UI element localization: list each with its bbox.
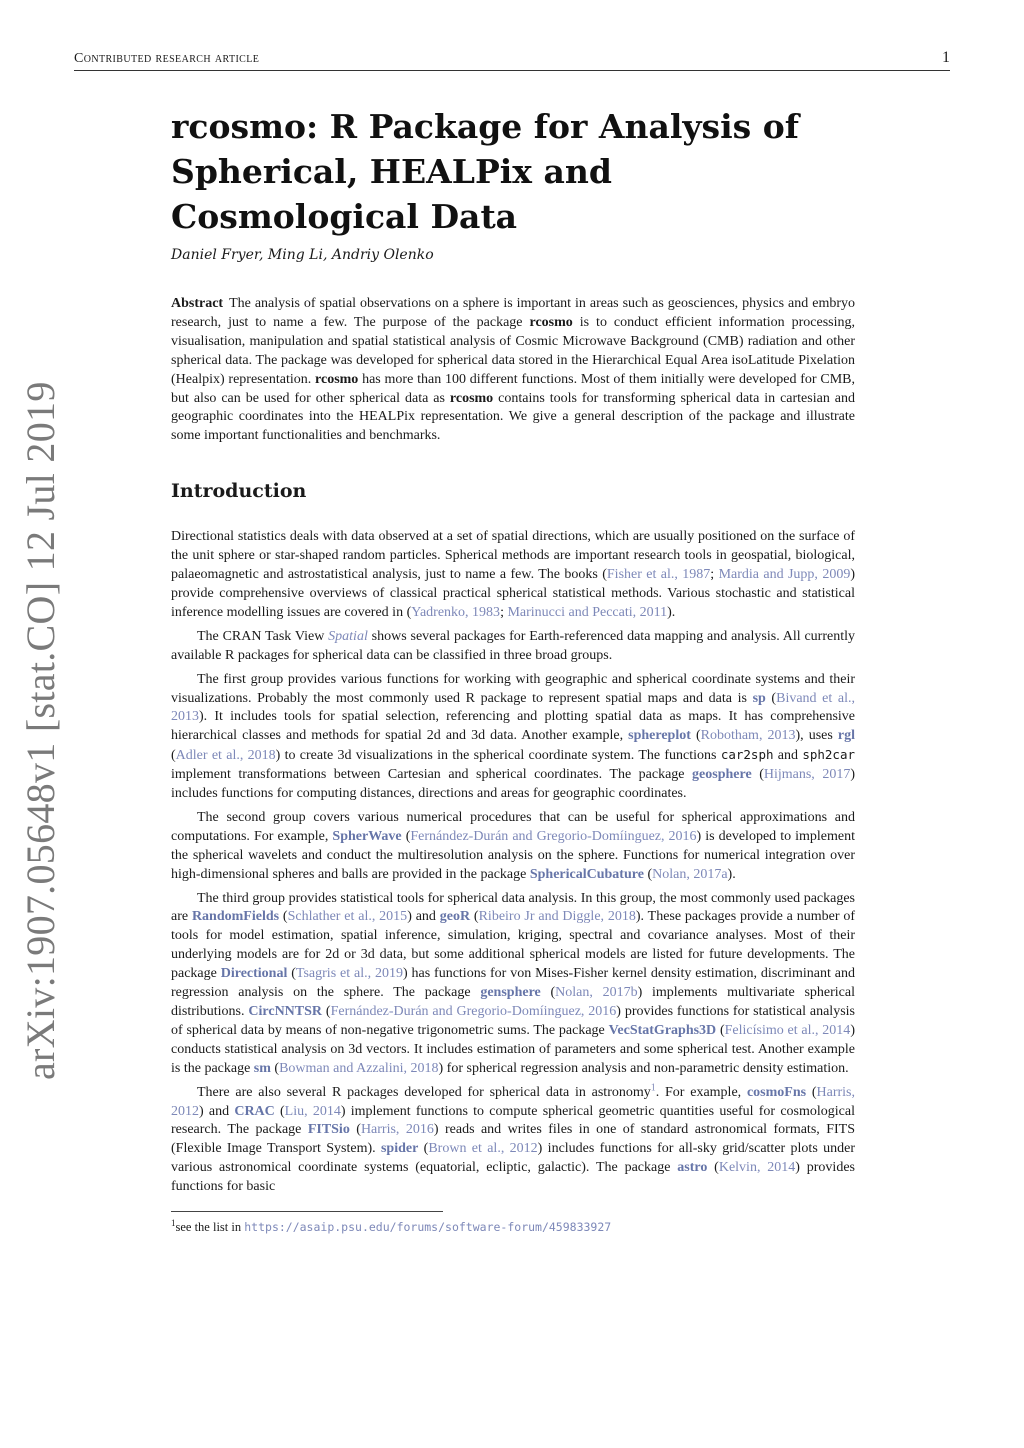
text-run: ) reads and writes files in one of standard astronomical formats, FITS (Flexible Image Transport System). — [171, 1122, 855, 1157]
citation-link[interactable]: Tsagris et al., 2019 — [295, 966, 403, 982]
text-run: ) to create 3d visualizations in the spherical coordinate system. The functions — [275, 748, 721, 764]
package-link[interactable]: gensphere — [480, 985, 541, 1001]
text-run: ( — [751, 767, 764, 783]
citation-link[interactable]: Schlather et al., 2015 — [287, 909, 408, 925]
code-function-name: sph2car — [802, 747, 855, 763]
intro-paragraph-1 — [171, 528, 855, 623]
text-run: ( — [806, 1084, 817, 1100]
text-run: ). It includes tools for spatial selection, referencing and plotting spatial data as maps. It has comprehensive hierarchical classes and methods for spatial 2d and 3d data. Another example, — [171, 709, 855, 744]
citation-link[interactable]: Fisher et al., 1987 — [606, 567, 711, 583]
text-run: ) is developed to implement the spherical wavelets and conduct the multiresolution analysis on the sphere. Functions for numerical integration over high-dimensional spheres and balls are provided in the package — [171, 828, 855, 882]
text-run: ( — [643, 866, 653, 882]
citation-link[interactable]: Nolan, 2017a — [652, 866, 728, 882]
text-run: ( — [716, 1022, 725, 1038]
text-run: The third group provides statistical tools for spherical data analysis. In this group, the most commonly used packages are — [171, 890, 855, 925]
text-run: ( — [322, 1004, 331, 1019]
citation-link[interactable]: Harris, 2016 — [360, 1122, 434, 1138]
text-run: ; — [500, 604, 508, 620]
package-link[interactable]: Directional — [220, 966, 288, 982]
paper-title: rcosmo: R Package for Analysis of Spherical, HEALPix and Cosmological Data — [171, 107, 799, 236]
intro-paragraph-6 — [171, 1081, 855, 1197]
code-function-name: car2sph — [720, 747, 774, 763]
text-run: ( — [540, 985, 556, 1001]
text-run: ( — [707, 1160, 719, 1176]
text-run: The first group provides various functions for working with geographic and spherical coordinate systems and their visualizations. Probably the most commonly used R package to represent spatial maps and data is — [171, 671, 855, 706]
citation-link[interactable]: Felicísimo et al., 2014 — [724, 1022, 851, 1038]
task-view-link[interactable]: Spatial — [328, 628, 368, 644]
text-run: The second group covers various numerical procedures that can be useful for spherical approximations and computations. For example, — [171, 809, 855, 844]
section-heading-introduction: Introduction — [171, 480, 307, 503]
text-run: ( — [171, 748, 176, 764]
citation-link[interactable]: Nolan, 2017b — [555, 985, 638, 1001]
package-link[interactable]: SphericalCubature — [529, 866, 644, 882]
text-run: ) conducts statistical analysis on 3d vectors. It includes estimation of parameters and some spherical test. Another example is the package — [171, 1022, 855, 1076]
text-run: ( — [287, 966, 296, 982]
citation-link[interactable]: Harris, 2012 — [171, 1084, 855, 1119]
citation-link[interactable]: Adler et al., 2018 — [175, 748, 276, 764]
footnote-marker[interactable]: 1 — [650, 1081, 656, 1093]
citation-link[interactable]: Fernández-Durán and Gregorio-Domíinguez, 2016 — [330, 1004, 617, 1019]
page-number: 1 — [942, 49, 950, 66]
text-run: ( — [270, 1060, 280, 1076]
abstract — [171, 295, 855, 446]
footnote-text: see the list in — [175, 1220, 245, 1235]
package-link[interactable]: sphereplot — [628, 728, 691, 744]
text-run: and — [773, 748, 803, 764]
text-run: ) implement functions to compute spherical geometric quantities useful for cosmological research. The package — [171, 1103, 855, 1138]
citation-link[interactable]: Fernández-Durán and Gregorio-Domíinguez, 2016 — [410, 828, 697, 844]
footnote-url-link[interactable]: https://asaip.psu.edu/forums/software-forum/459833927 — [244, 1220, 612, 1235]
text-run: ( — [418, 1141, 429, 1157]
text-run: ) provides functions for statistical analysis of spherical data by means of non-negative trigonometric sums. The package — [171, 1004, 855, 1038]
text-run: ) provides functions for basic — [171, 1160, 855, 1195]
intro-paragraph-2 — [171, 628, 855, 666]
text-run: . For example, — [655, 1084, 747, 1100]
text-run: shows several packages for Earth-referenced data mapping and analysis. All currently available R packages for spherical data can be classified in three broad groups. — [171, 628, 855, 663]
package-link[interactable]: astro — [677, 1160, 708, 1176]
text-run: ( — [279, 909, 288, 925]
text-run: ; — [710, 567, 719, 583]
article-body — [171, 104, 855, 1235]
package-link[interactable]: FITSio — [307, 1122, 350, 1138]
citation-link[interactable]: Kelvin, 2014 — [718, 1160, 796, 1176]
text-run: ) for spherical regression analysis and non-parametric density estimation. — [438, 1060, 849, 1076]
text-run: ) and — [407, 909, 440, 925]
package-link[interactable]: spider — [380, 1141, 419, 1157]
text-run: ) and — [199, 1103, 235, 1119]
text-run: ) has functions for von Mises-Fisher kernel density estimation, discriminant and regression analysis on the sphere. The package — [171, 966, 855, 1001]
running-header — [74, 48, 950, 71]
text-run: ( — [401, 828, 411, 844]
package-link[interactable]: SpherWave — [332, 828, 402, 844]
text-run: has more than 100 different functions. Most of them initially were developed for CMB, but also can be used for other spherical data as — [171, 371, 855, 406]
footnote — [171, 1218, 855, 1235]
footnote-divider — [171, 1211, 443, 1212]
citation-link[interactable]: Robotham, 2013 — [700, 728, 796, 744]
package-link[interactable]: CircNNTSR — [248, 1004, 323, 1019]
package-link[interactable]: geosphere — [692, 767, 752, 783]
abstract-paragraph — [171, 295, 855, 446]
text-run: ( — [470, 909, 479, 925]
text-run: ). These packages provide a number of tools for model estimation, spatial inference, simulation, kriging, spectral and covariance analyses. Most of their underlying models are for 2d or 3d data, but some additional spherical models are listed for future developments. The package — [171, 909, 855, 982]
journal-section-label: Contributed research article — [74, 51, 260, 66]
package-link[interactable]: sp — [752, 690, 766, 706]
package-link[interactable]: RandomFields — [191, 909, 280, 925]
citation-link[interactable]: Bowman and Azzalini, 2018 — [279, 1060, 439, 1076]
intro-paragraph-5 — [171, 890, 855, 1079]
arxiv-stamp[interactable]: arXiv:1907.05648v1 [stat.CO] 12 Jul 2019 — [17, 381, 63, 1080]
citation-link[interactable]: Brown et al., 2012 — [428, 1141, 538, 1157]
citation-link[interactable]: Mardia and Jupp, 2009 — [718, 567, 851, 583]
text-run: The CRAN Task View — [197, 628, 329, 644]
citation-link[interactable]: Bivand et al., 2013 — [171, 690, 855, 725]
package-link[interactable]: CRAC — [234, 1103, 275, 1119]
package-link[interactable]: rgl — [837, 728, 855, 744]
package-name: rcosmo — [529, 314, 573, 330]
citation-link[interactable]: Hijmans, 2017 — [763, 767, 851, 783]
package-name: rcosmo — [315, 371, 359, 387]
package-link[interactable]: cosmoFns — [746, 1084, 807, 1100]
text-run: ). — [727, 866, 736, 882]
citation-link[interactable]: Marinucci and Peccati, 2011 — [507, 604, 668, 620]
text-run: ) includes functions for all-sky grid/scatter plots under various astronomical coordinate systems (equatorial, ecliptic, galactic). The package — [171, 1141, 855, 1176]
text-run: There are also several R packages developed for spherical data in astronomy — [197, 1084, 651, 1100]
citation-link[interactable]: Liu, 2014 — [284, 1103, 341, 1119]
text-run: ( — [274, 1103, 285, 1119]
citation-link[interactable]: Yadrenko, 1983 — [411, 604, 501, 620]
citation-link[interactable]: Ribeiro Jr and Diggle, 2018 — [478, 909, 636, 925]
text-run: ( — [349, 1122, 361, 1138]
text-run: The analysis of spatial observations on a sphere is important in areas such as geosciences, physics and embryo research, just to name a few. The purpose of the package — [171, 296, 855, 330]
text-run: ) implements multivariate spherical distributions. — [171, 985, 855, 1019]
author-list: Daniel Fryer, Ming Li, Andriy Olenko — [171, 247, 434, 263]
package-name: rcosmo — [449, 390, 494, 406]
text-run: implement transformations between Cartesian and spherical coordinates. The package — [171, 767, 693, 783]
text-run: Directional statistics deals with data observed at a set of spatial directions, which are usually positioned on the surface of the unit sphere or star-shaped random particles. Spherical methods are important research tools in geospatial, biological, palaeomagnetic and astrostatistical analysis, just to name a few. The books ( — [171, 529, 855, 583]
text-run: ). — [667, 604, 676, 620]
text-run: ) includes functions for computing distances, directions and areas for geographic coordinates. — [171, 767, 855, 802]
text-run: ), uses — [795, 728, 838, 744]
intro-paragraph-4 — [171, 809, 855, 885]
footnote-number: 1 — [171, 1218, 176, 1229]
abstract-label: Abstract — [171, 296, 224, 311]
text-run: is to conduct efficient information processing, visualisation, manipulation and spatial statistical analysis of Cosmic Microwave Background (CMB) radiation and other spherical data. The package was developed for spherical data stored in the Hierarchical Equal Area isoLatitude Pixelation (Healpix) representation. — [171, 314, 855, 387]
text-run: ( — [765, 690, 777, 706]
intro-paragraph-3 — [171, 671, 855, 804]
text-run: ) provide comprehensive overviews of classical practical spherical statistical methods. Various stochastic and statistical inference modelling issues are covered in ( — [171, 567, 855, 620]
package-link[interactable]: VecStatGraphs3D — [608, 1022, 717, 1038]
package-link[interactable]: geoR — [439, 909, 471, 925]
text-run: contains tools for transforming spherical data in cartesian and geographic coordinates into the HEALPix representation. We give a general description of the package and illustrate some important functionalities and benchmarks. — [171, 390, 855, 444]
text-run: ( — [690, 728, 701, 744]
package-link[interactable]: sm — [253, 1060, 271, 1076]
